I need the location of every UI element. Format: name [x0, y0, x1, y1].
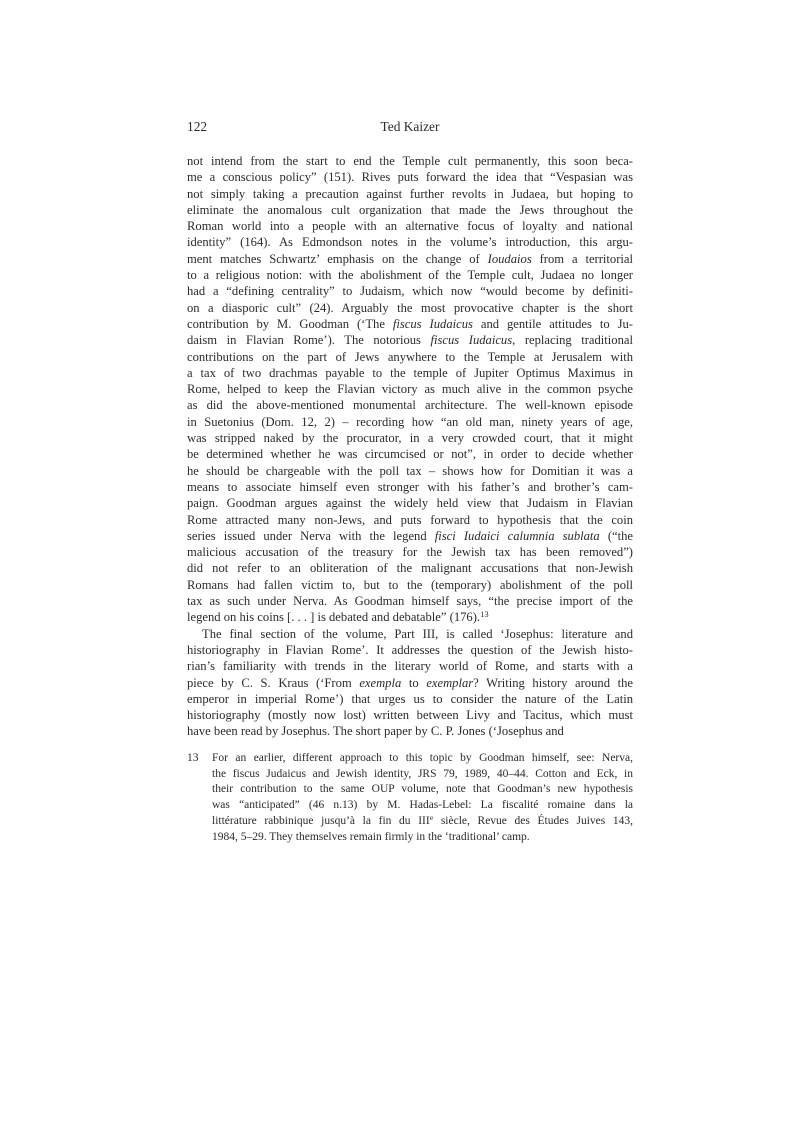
- text-line: as did the above-mentioned monumental architecture. The well-known episode: [187, 398, 633, 413]
- body-paragraph-2: [187, 626, 633, 740]
- footnote-text: [212, 751, 633, 845]
- text-line: For an earlier, different approach to this topic by Goodman himself, see: Nerva,: [212, 752, 633, 764]
- text-line: he should be chargeable with the poll tax – shows how for Domitian it was a: [187, 463, 633, 478]
- text-line: daism in Flavian Rome’). The notorious fiscus Iudaicus, replacing traditional: [187, 333, 633, 348]
- text-line: malicious accusation of the treasury for the Jewish tax has been removed”): [187, 545, 633, 560]
- text-line: means to associate himself even stronger with his father’s and brother’s cam-: [187, 479, 633, 494]
- text-line: Rome, helped to keep the Flavian victory as much alive in the common psyche: [187, 382, 633, 397]
- text-line: did not refer to an obliteration of the malignant accusations that non-Jewish: [187, 561, 633, 576]
- text-line: The final section of the volume, Part III, is called ‘Josephus: literature and: [202, 626, 633, 641]
- page-header: [187, 119, 633, 134]
- footnote-13: [187, 751, 633, 845]
- text-line: emperor in imperial Rome’) that urges us to consider the nature of the Latin: [187, 691, 633, 706]
- text-line: Romans had fallen victim to, but to the (temporary) abolishment of the poll: [187, 577, 633, 592]
- text-line: littérature rabbinique jusqu’à la fin du IIIe siècle, Revue des Études Juives 143,: [212, 813, 634, 827]
- text-line: in Suetonius (Dom. 12, 2) – recording how “an old man, ninety years of age,: [187, 414, 633, 429]
- main-text-column: [187, 153, 633, 740]
- text-line: was “anticipated” (46 n.13) by M. Hadas-Lebel: La fiscalité romaine dans la: [212, 799, 633, 812]
- text-line: on a diasporic cult” (24). Arguably the most provocative chapter is the short: [187, 300, 633, 315]
- text-line: me a conscious policy” (151). Rives puts forward the idea that “Vespasian was: [187, 170, 633, 185]
- text-line: historiography (mostly now lost) written between Livy and Tacitus, which must: [187, 708, 633, 723]
- text-line: contribution by M. Goodman (‘The fiscus Iudaicus and gentile attitudes to Ju-: [187, 316, 633, 331]
- text-line: a tax of two drachmas payable to the temple of Jupiter Optimus Maximus in: [187, 365, 633, 380]
- running-head: Ted Kaizer: [380, 119, 440, 134]
- text-line: identity” (164). As Edmondson notes in the volume’s introduction, this argu-: [187, 235, 633, 250]
- text-line: series issued under Nerva with the legend fisci Iudaici calumnia sublata (“the: [187, 528, 634, 543]
- footnote-number: 13: [187, 752, 199, 764]
- page-number: 122: [187, 119, 208, 134]
- text-line: had a “defining centrality” to Judaism, which now “would become by definiti-: [187, 284, 633, 299]
- text-line: historiography in Flavian Rome’. It addresses the question of the Jewish histo-: [187, 642, 633, 657]
- text-line: have been read by Josephus. The short paper by C. P. Jones (‘Josephus and: [187, 724, 564, 739]
- text-line: rian’s familiarity with trends in the literary world of Rome, and starts with a: [187, 659, 633, 674]
- text-line: the fiscus Judaicus and Jewish identity, JRS 79, 1989, 40–44. Cotton and Eck, in: [212, 767, 633, 780]
- text-line: ment matches Schwartz’ emphasis on the change of Ioudaios from a territorial: [187, 251, 633, 266]
- text-line: was stripped naked by the procurator, in a very crowded court, that it might: [187, 431, 633, 446]
- text-line: legend on his coins [. . . ] is debated and debatable” (176).$^{13}$: [187, 609, 489, 625]
- text-line: contributions on the part of Jews anywhere to the Temple at Jerusalem with: [187, 349, 633, 364]
- text-line: to a religious notion: with the abolishment of the Temple cult, Judaea no longer: [187, 268, 633, 283]
- body-paragraph-1: [187, 153, 633, 626]
- text-line: Roman world into a people with an alternative focus of loyalty and national: [187, 219, 633, 234]
- text-line: their contribution to the same OUP volume, note that Goodman’s new hypothesis: [212, 783, 633, 796]
- text-line: not simply taking a precaution against further revolts in Judaea, but hoping to: [187, 186, 633, 201]
- text-line: paign. Goodman argues against the widely held view that Judaism in Flavian: [187, 496, 633, 511]
- text-line: not intend from the start to end the Temple cult permanently, this soon beca-: [187, 154, 633, 168]
- text-line: be determined whether he was circumcised or not”, in order to decide whether: [187, 447, 633, 462]
- text-line: Rome attracted many non-Jews, and puts forward to hypothesis that the coin: [187, 512, 633, 527]
- text-line: piece by C. S. Kraus (‘From exempla to exemplar? Writing history around the: [187, 675, 633, 690]
- text-line: 1984, 5–29. They themselves remain firmly in the ‘traditional’ camp.: [212, 830, 530, 843]
- text-line: eliminate the anomalous cult organization that made the Jews throughout the: [187, 202, 633, 217]
- text-line: tax as such under Nerva. As Goodman himself says, “the precise import of the: [187, 594, 633, 609]
